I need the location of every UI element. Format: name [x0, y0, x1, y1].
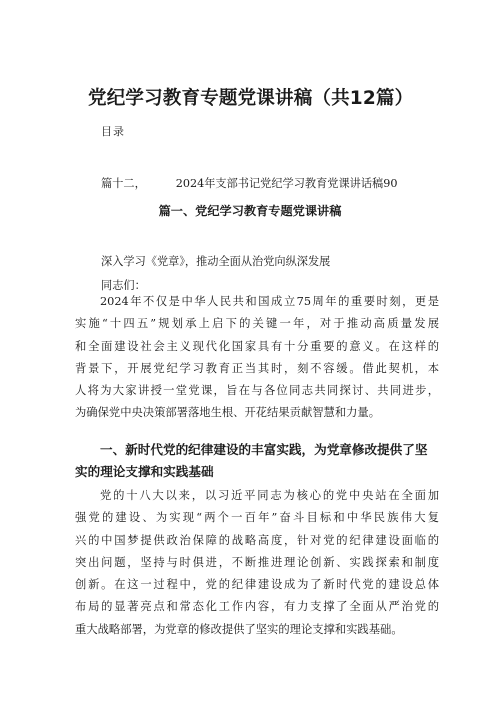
- paragraph-line: 突出问题，坚持与时俱进，不断推进理论创新、实践探索和制度: [75, 555, 439, 569]
- toc-item-number: 篇十二，: [101, 177, 146, 190]
- heading-line: 一、新时代党的纪律建设的丰富实践，为党章修改提供了坚: [100, 442, 428, 457]
- speech-subtitle: 深入学习《党章》，推动全面从治党向纵深发展: [101, 255, 331, 268]
- paragraph-line: 强党的建设、为实现“两个一百年”奋斗目标和中华民族伟大复: [75, 511, 439, 525]
- paragraph-line: 2024年不仅是中华人民共和国成立75周年的重要时刻，更是: [100, 295, 439, 308]
- document-title: 党纪学习教育专题党课讲稿（共12篇）: [88, 88, 414, 109]
- greeting: 同志们：: [101, 279, 146, 292]
- paragraph-2: [75, 485, 439, 641]
- section-heading: [75, 439, 445, 483]
- paragraph-line: 实施“十四五”规划承上启下的关键一年，对于推动高质量发展: [75, 317, 439, 331]
- paragraph-line: 重大战略部署，为党章的修改提供了坚实的理论支撑和实践基础。: [75, 622, 403, 636]
- paragraph-line: 创新。在这一过程中，党的纪律建设成为了新时代党的建设总体: [75, 578, 439, 592]
- paragraph-line: 人将为大家讲授一堂党课，旨在与各位同志共同探讨、共同进步，: [75, 384, 439, 398]
- heading-line: 实的理论支撑和实践基础: [75, 464, 214, 479]
- paragraph-line: 党的十八大以来，以习近平同志为核心的党中央站在全面加: [100, 489, 439, 502]
- paragraph-line: 布局的显著亮点和常态化工作内容，有力支撑了全面从严治党的: [75, 600, 439, 614]
- toc-label: 目录: [101, 125, 125, 138]
- section-title: 篇一、党纪学习教育专题党课讲稿: [158, 204, 342, 218]
- toc-item[interactable]: [101, 175, 397, 191]
- paragraph-line: 和全面建设社会主义现代化国家具有十分重要的意义。在这样的: [75, 339, 439, 353]
- paragraph-line: 兴的中国梦提供政治保障的战略高度，针对党的纪律建设面临的: [75, 533, 439, 547]
- paragraph-line: 背景下，开展党纪学习教育正当其时，刻不容缓。借此契机，本: [75, 361, 439, 375]
- paragraph-1: [75, 291, 439, 425]
- paragraph-line: 为确保党中央决策部署落地生根、开花结果贡献智慧和力量。: [75, 406, 381, 420]
- toc-item-text: 2024年支部书记党纪学习教育党课讲话稿90: [175, 177, 398, 190]
